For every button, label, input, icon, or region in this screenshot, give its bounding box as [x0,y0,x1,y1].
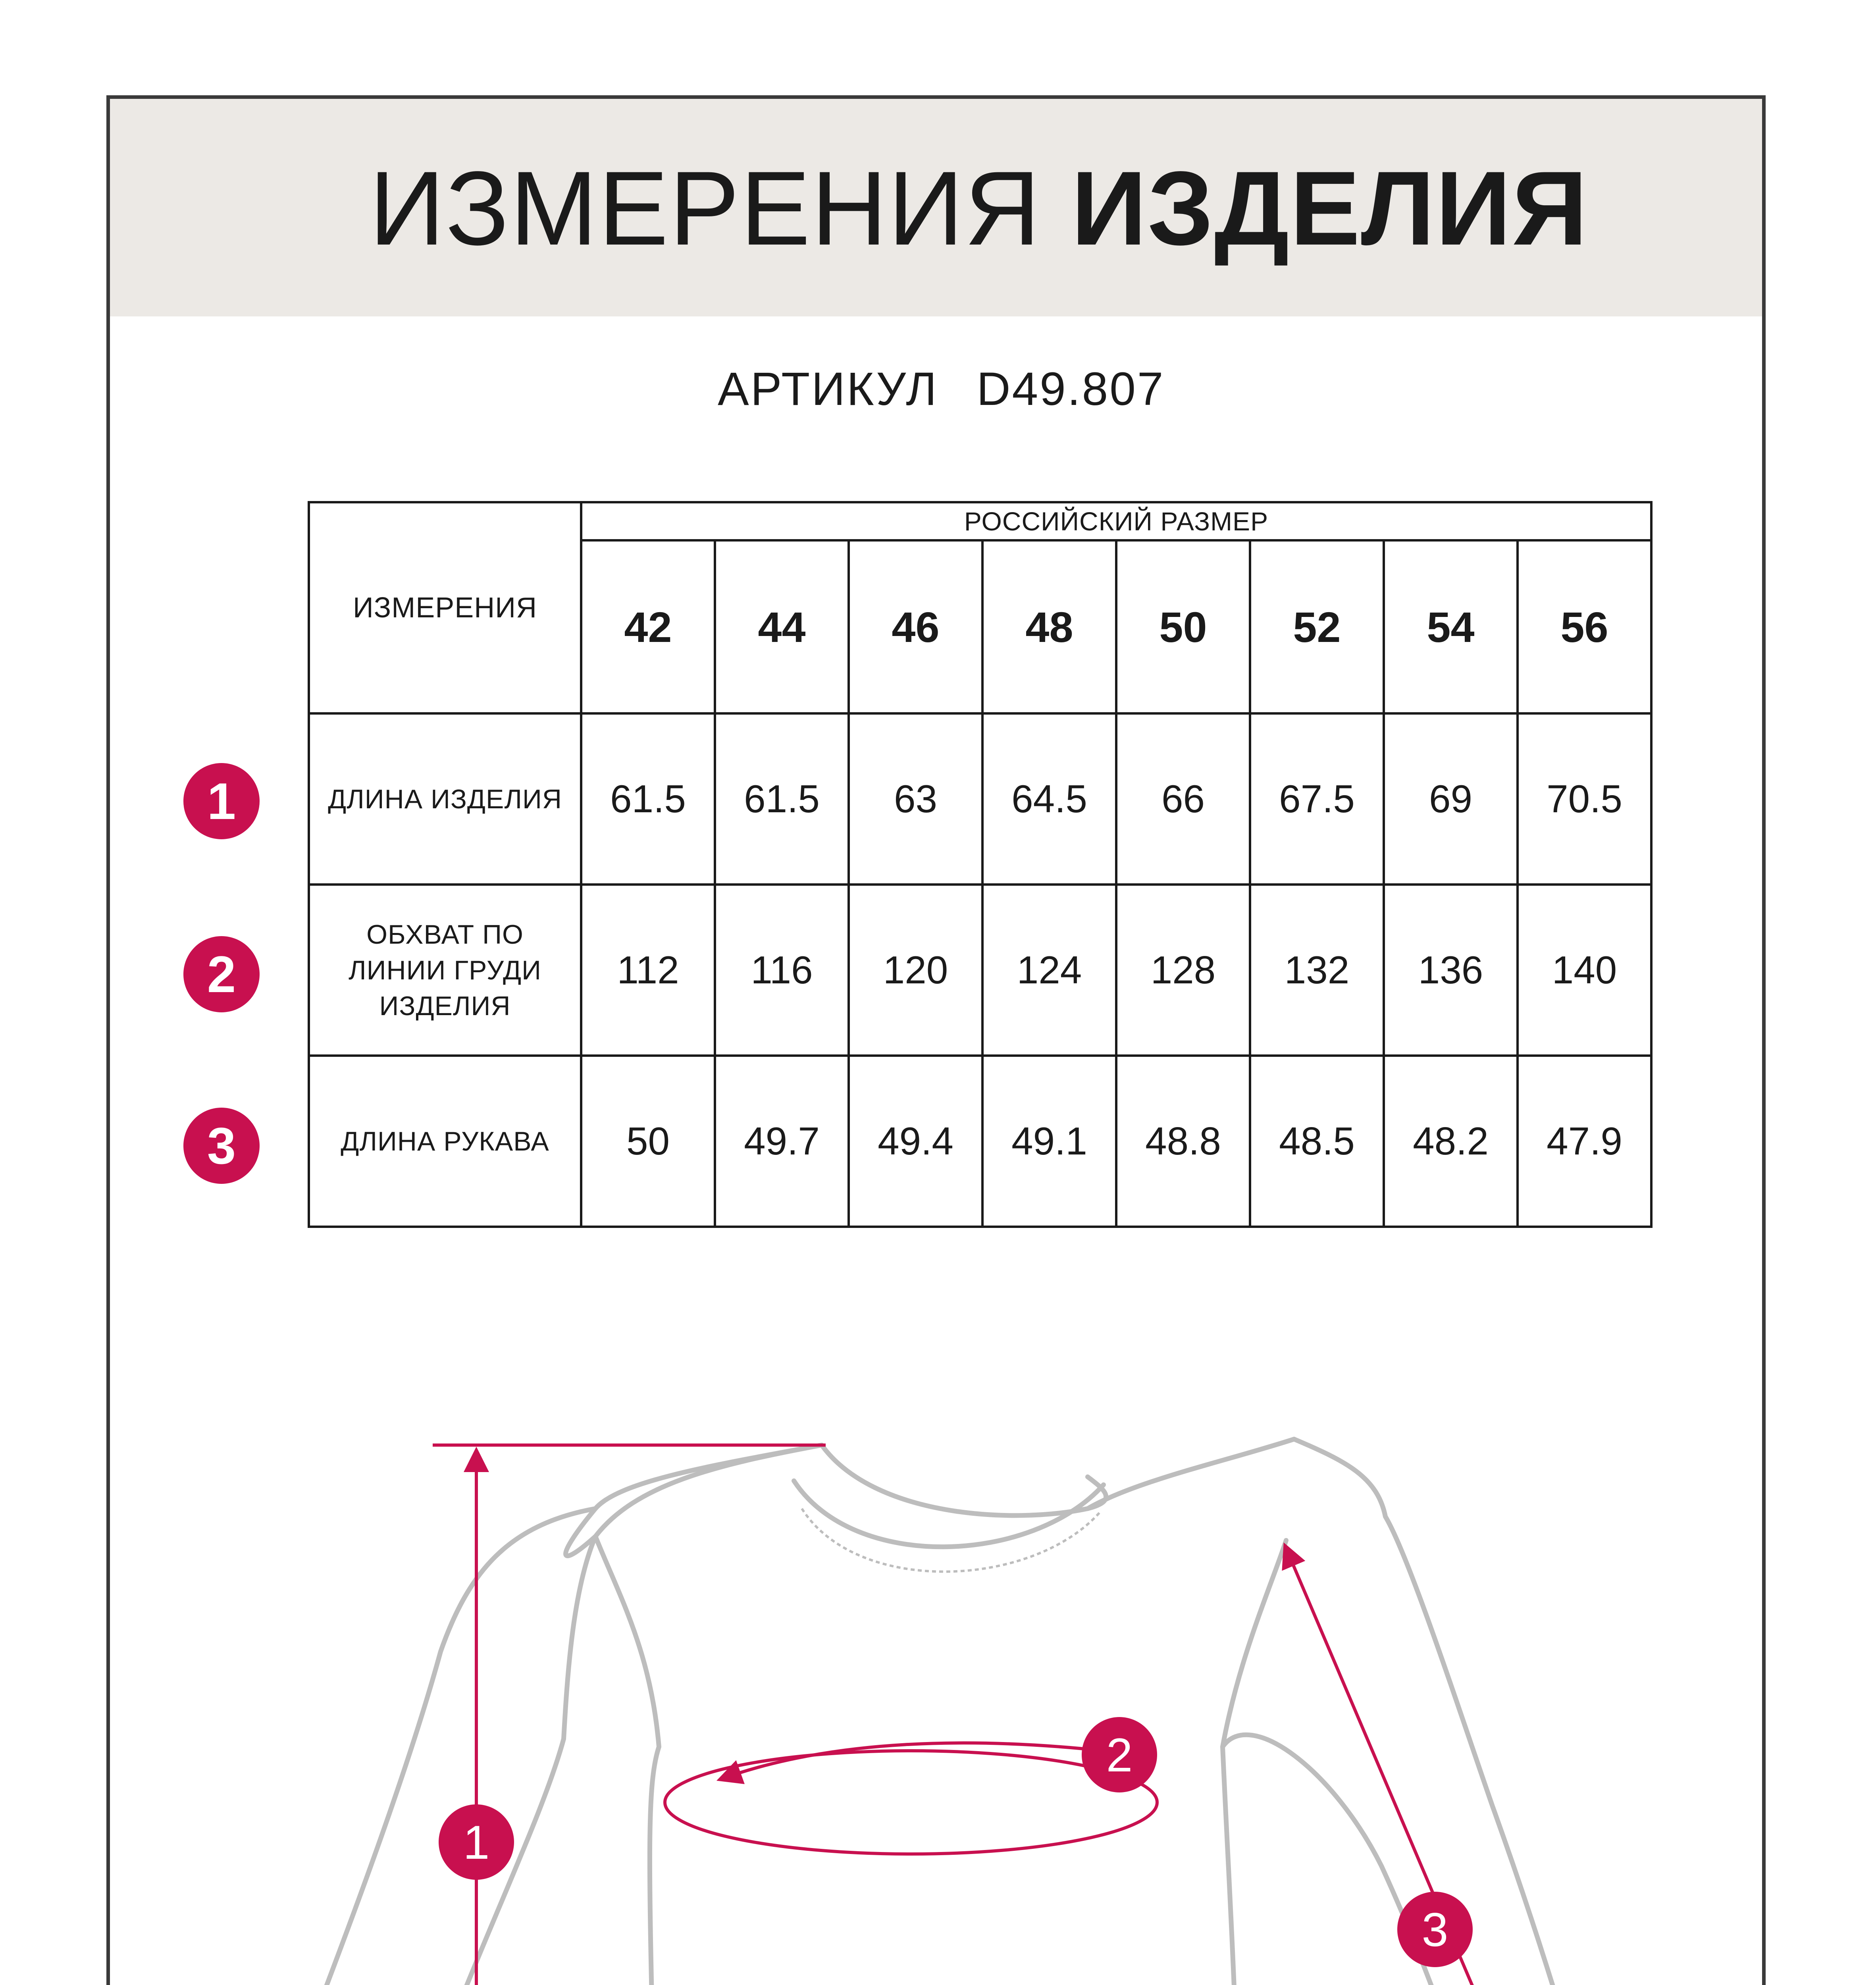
marker-1-label: 1 [463,1816,490,1869]
table-row [309,1056,1651,1227]
row-label-sleeve: ДЛИНА РУКАВА [309,1056,581,1227]
row-number-badge-1: 1 [183,763,260,839]
title-bold: ИЗДЕЛИЯ [1071,150,1589,267]
size-cell: 52 [1250,540,1384,713]
marker-3 [1397,1892,1473,1967]
value-cell: 120 [849,885,982,1056]
stitching [318,1509,1572,1985]
value-cell: 64.5 [982,713,1116,885]
value-cell: 63 [849,713,982,885]
table-row [309,713,1651,885]
value-cell: 136 [1384,885,1518,1056]
row-label-chest [309,885,581,1056]
value-cell: 47.9 [1518,1056,1651,1227]
table-row [309,885,1651,1056]
value-cell: 116 [715,885,849,1056]
row-label-line: ОБХВАТ ПО [366,919,524,950]
size-group-header: РОССИЙСКИЙ РАЗМЕР [581,502,1651,540]
sweater-right-sleeve [1223,1439,1588,1985]
row-label-line: ИЗДЕЛИЯ [379,991,511,1021]
value-cell: 49.4 [849,1056,982,1227]
marker-3-label: 3 [1421,1903,1448,1956]
size-cell: 54 [1384,540,1518,713]
row-label-length: ДЛИНА ИЗДЕЛИЯ [309,713,581,885]
value-cell: 50 [581,1056,715,1227]
row-label-line: ЛИНИИ ГРУДИ [348,955,541,985]
value-cell: 140 [1518,885,1651,1056]
sweater-left-edge [566,1445,1286,1985]
value-cell: 124 [982,885,1116,1056]
value-cell: 128 [1116,885,1250,1056]
row-number-badge-2: 2 [183,936,260,1012]
value-cell: 61.5 [581,713,715,885]
value-cell: 132 [1250,885,1384,1056]
size-cell: 42 [581,540,715,713]
value-cell: 49.7 [715,1056,849,1227]
marker-2-label: 2 [1106,1729,1133,1782]
article-code: D49.807 [977,363,1165,415]
size-cell: 48 [982,540,1116,713]
measure-length [421,1445,826,1985]
value-cell: 67.5 [1250,713,1384,885]
marker-1 [439,1804,514,1880]
sweater-outline [306,1439,1588,1985]
size-table [308,501,1653,1228]
value-cell: 70.5 [1518,713,1651,885]
row-number-badge-3: 3 [183,1108,260,1184]
sweater-body [306,1439,1294,1985]
measurements-header: ИЗМЕРЕНИЯ [309,502,581,713]
size-cell: 56 [1518,540,1651,713]
article-line [718,359,1165,419]
value-cell: 48.5 [1250,1056,1384,1227]
article-label: АРТИКУЛ [718,363,938,415]
sweater-collar-outer [822,1445,1106,1515]
size-cell: 46 [849,540,982,713]
page-title [369,149,1588,268]
value-cell: 61.5 [715,713,849,885]
garment-diagram [0,1350,1876,1985]
marker-2 [1082,1717,1157,1792]
value-cell: 66 [1116,713,1250,885]
value-cell: 48.8 [1116,1056,1250,1227]
table-header-row [309,502,1651,540]
value-cell: 48.2 [1384,1056,1518,1227]
title-light: ИЗМЕРЕНИЯ [369,150,1041,267]
value-cell: 69 [1384,713,1518,885]
size-cell: 50 [1116,540,1250,713]
size-cell: 44 [715,540,849,713]
value-cell: 49.1 [982,1056,1116,1227]
value-cell: 112 [581,885,715,1056]
